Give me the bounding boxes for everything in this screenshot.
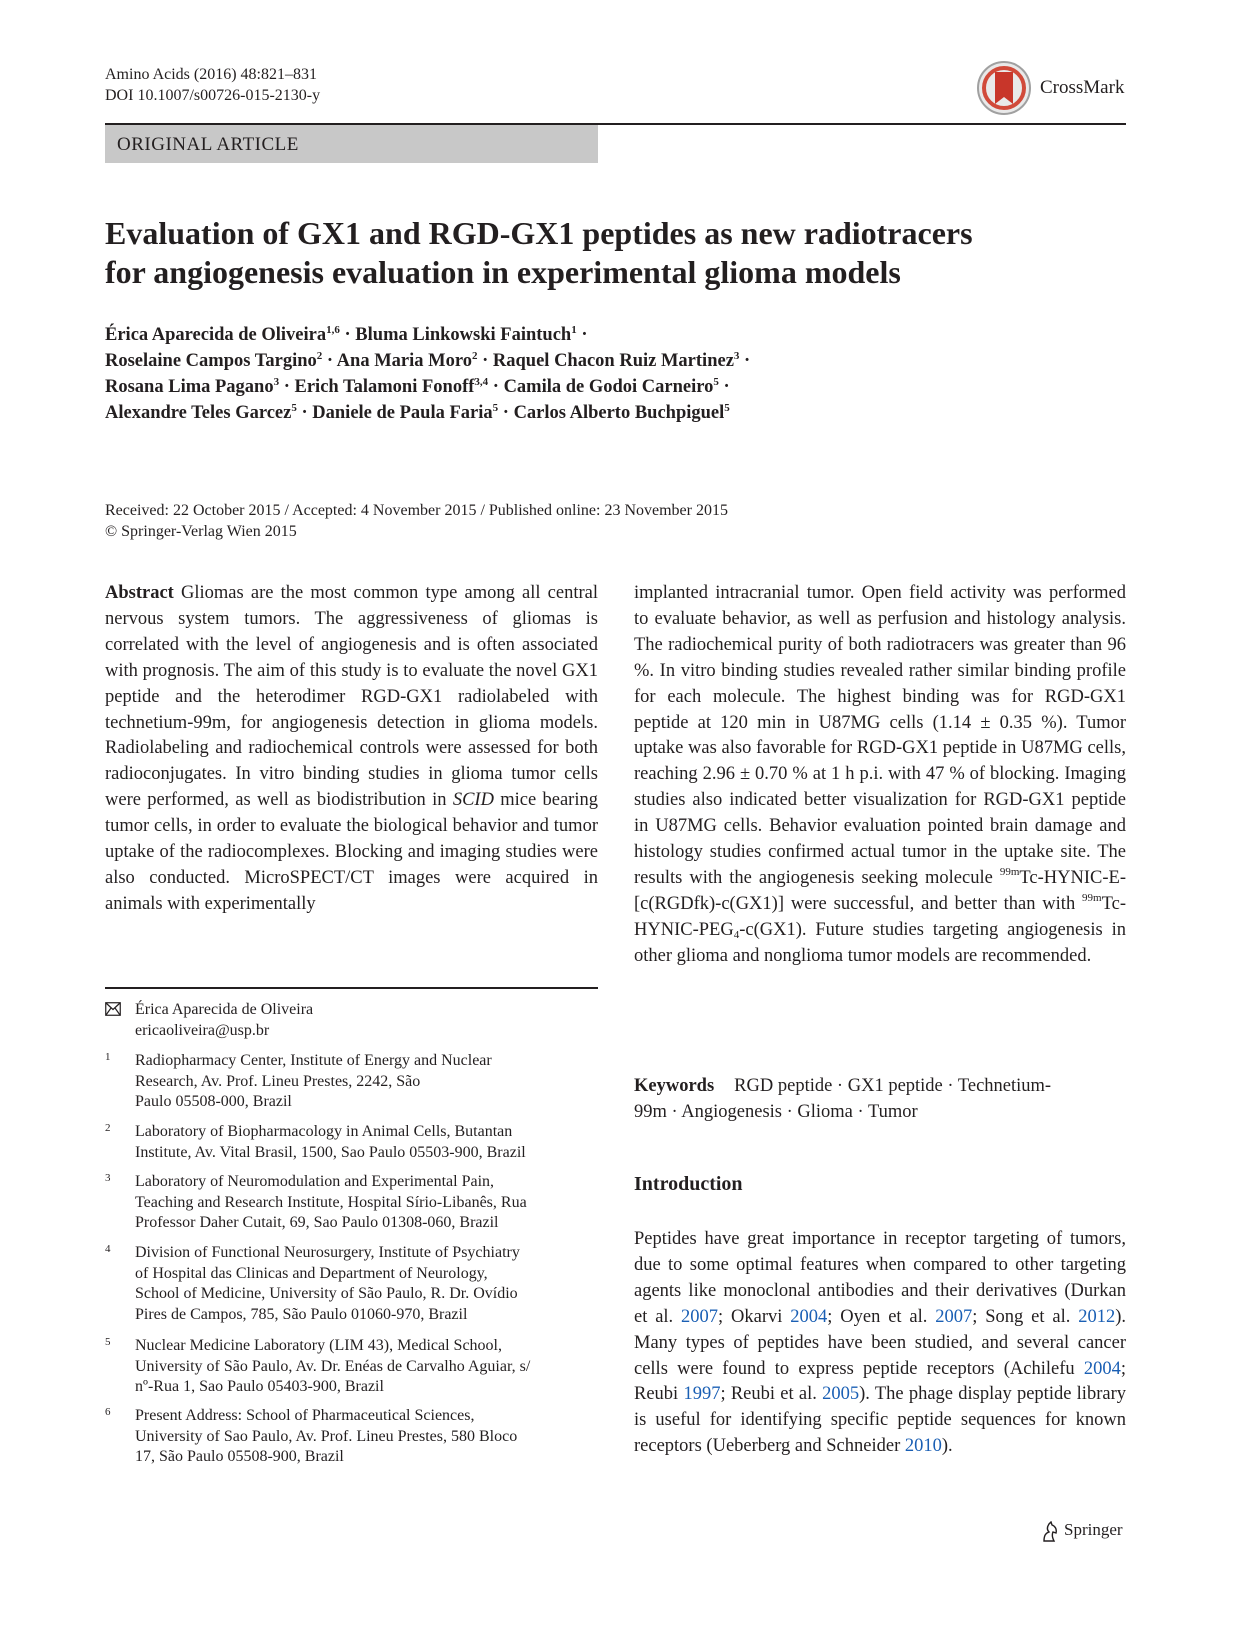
author-separator: · <box>718 377 730 397</box>
crossmark-label: CrossMark <box>1040 77 1125 98</box>
author-affiliation-sup: 1 <box>571 324 577 336</box>
keywords-label: Keywords <box>634 1076 715 1096</box>
intro-text: ; Okarvi <box>718 1306 791 1327</box>
author-affiliation-sup: 3 <box>733 350 740 362</box>
author-name[interactable]: Bluma Linkowski Faintuch <box>355 325 572 345</box>
affiliation-number: 4 <box>105 1243 111 1255</box>
abstract-text: Tc-HYNIC-PEG <box>634 893 1126 940</box>
abstract-paragraph <box>105 581 598 918</box>
author-affiliation-sup: 2 <box>471 350 478 362</box>
author-line-1 <box>105 322 1105 348</box>
abstract-left <box>105 581 598 918</box>
author-affiliation-sup: 3 <box>273 376 280 388</box>
citation-link[interactable]: 2007 <box>935 1306 973 1327</box>
affiliation-number: 2 <box>105 1122 111 1134</box>
author-separator: · <box>498 403 514 423</box>
publication-dates <box>105 500 728 542</box>
abstract-text: Gliomas are the most common type among all central nervous system tumors. The aggressiveness of gliomas is correlated with the level of angiogenesis and is often associated with prognosis. The aim of this study is to evaluate the novel GX1 peptide and the heterodimer RGD-GX1 radiolabeled with technetium-99m, for angiogenesis detection in glioma models. Radiolabeling and radiochemical controls were assessed for both radioconjugates. In vitro binding studies in glioma tumor cells were performed, as well as biodistribution in <box>105 583 598 811</box>
keywords-line-2: 99m · Angiogenesis · Glioma · Tumor <box>634 1102 918 1122</box>
corresponding-author: Érica Aparecida de Oliveira <box>135 1001 314 1018</box>
affiliation-line: Research, Av. Prof. Lineu Prestes, 2242, São <box>135 1072 421 1090</box>
affiliation-line: Pires de Campos, 785, São Paulo 01060-970, Brazil <box>135 1306 468 1324</box>
keywords-text: RGD peptide · GX1 peptide · Technetium- <box>734 1076 1052 1096</box>
scid-term: SCID <box>452 790 494 811</box>
author-list <box>105 322 1105 426</box>
keywords-line-1 <box>634 1073 1126 1099</box>
intro-text: ; Reubi et al. <box>720 1384 823 1405</box>
abstract-text: mice bearing tumor cells, in order to evaluate the biological behavior and tumor uptake of the radiocomplexes. Blocking and imaging studies were also conducted. MicroSPECT/CT images were acquired in animals with experimentally <box>105 790 598 914</box>
author-name[interactable]: Daniele de Paula Faria <box>312 403 493 423</box>
author-name[interactable]: Erich Talamoni Fonoff <box>294 377 475 397</box>
affiliation-number: 6 <box>105 1406 111 1418</box>
affiliation-line: Present Address: School of Pharmaceutical Sciences, <box>135 1407 475 1424</box>
intro-text: Peptides have great importance in receptor targeting of tumors, due to some optimal features when compared to other targeting agents like monoclonal antibodies and their derivatives (Durkan et al. <box>634 1229 1126 1327</box>
author-name[interactable]: Roselaine Campos Targino <box>105 351 317 371</box>
author-separator: · <box>296 403 313 423</box>
author-affiliation-sup: 3,4 <box>474 376 489 388</box>
intro-text: ; Reubi <box>634 1358 1126 1405</box>
affiliation-line: School of Medicine, University of São Paulo, R. Dr. Ovídio <box>135 1285 518 1303</box>
author-name[interactable]: Camila de Godoi Carneiro <box>503 377 714 397</box>
affiliation-line: nº-Rua 1, Sao Paulo 05403-900, Brazil <box>135 1378 384 1396</box>
introduction-paragraph <box>634 1227 1126 1460</box>
author-affiliation-sup: 1,6 <box>326 324 340 336</box>
section-heading-introduction: Introduction <box>634 1173 743 1195</box>
abstract-heading: Abstract <box>105 583 174 603</box>
author-name[interactable]: Ana Maria Moro <box>336 351 472 371</box>
springer-horse-icon <box>1040 1521 1060 1543</box>
affiliation-line: Radiopharmacy Center, Institute of Energy and Nuclear <box>135 1052 492 1069</box>
author-affiliation-sup: 5 <box>713 376 719 388</box>
author-line-3 <box>105 374 1105 400</box>
citation-link[interactable]: 2007 <box>681 1306 719 1327</box>
author-separator: · <box>477 351 493 371</box>
author-name[interactable]: Raquel Chacon Ruiz Martinez <box>492 351 734 371</box>
affiliation-line: Professor Daher Cutait, 69, Sao Paulo 01308-060, Brazil <box>135 1214 499 1232</box>
author-separator: · <box>322 351 337 371</box>
author-line-2 <box>105 348 1105 374</box>
article-type-band <box>105 125 598 163</box>
affiliation-line: of Hospital das Clinicas and Department of Neurology, <box>135 1264 488 1282</box>
affiliation-line: Laboratory of Neuromodulation and Experimental Pain, <box>135 1173 495 1190</box>
keywords <box>634 1073 1126 1125</box>
author-separator: · <box>279 377 295 397</box>
author-affiliation-sup: 5 <box>724 402 730 414</box>
affiliation-number: 3 <box>105 1172 111 1184</box>
history-dates: Received: 22 October 2015 / Accepted: 4 November 2015 / Published online: 23 November 2015 <box>105 502 728 519</box>
abstract-text: -c(GX1). Future studies targeting angiogenesis in other glioma and nonglioma tumor models are recommended. <box>634 919 1126 966</box>
envelope-icon <box>105 1002 121 1016</box>
affiliation-line: Paulo 05508-000, Brazil <box>135 1093 292 1111</box>
author-affiliation-sup: 2 <box>316 350 323 362</box>
title-line-2: for angiogenesis evaluation in experimental glioma models <box>105 254 901 290</box>
abstract-text: Tc-HYNIC-E-[c(RGDfk)-c(GX1)] were successful, and better than with <box>634 867 1126 914</box>
journal-doi[interactable]: DOI 10.1007/s00726-015-2130-y <box>105 87 321 104</box>
intro-text: ). Many types of peptides have been studied, and several cancer cells were found to express peptide receptors (Achilefu <box>634 1306 1127 1379</box>
author-line-4 <box>105 400 1105 426</box>
journal-citation <box>105 64 320 106</box>
crossmark-icon <box>976 60 1032 116</box>
author-separator: · <box>739 351 751 371</box>
affiliation-line: University of São Paulo, Av. Dr. Enéas de Carvalho Aguiar, s/ <box>135 1357 531 1375</box>
affiliation-line: Nuclear Medicine Laboratory (LIM 43), Medical School, <box>135 1337 502 1354</box>
article-type-label: ORIGINAL ARTICLE <box>117 134 299 155</box>
isotope-sup: 99m <box>999 865 1020 878</box>
intro-text: ; Song et al. <box>972 1306 1079 1327</box>
publisher-name: Springer <box>1064 1520 1123 1539</box>
abstract-right <box>634 581 1126 970</box>
author-separator: · <box>339 325 356 345</box>
title-line-1: Evaluation of GX1 and RGD-GX1 peptides as new radiotracers <box>105 215 973 251</box>
intro-text: ). The phage display peptide library is useful for identifying specific peptide sequences for known receptors (Ueberberg and Schneider <box>634 1384 1126 1457</box>
citation-link[interactable]: 2010 <box>904 1436 942 1457</box>
citation-link[interactable]: 2004 <box>790 1306 828 1327</box>
affiliation-number: 5 <box>105 1336 111 1348</box>
author-separator: · <box>488 377 504 397</box>
affiliation-number: 1 <box>105 1051 111 1063</box>
citation-link[interactable]: 1997 <box>683 1384 721 1405</box>
affiliation-line: 17, São Paulo 05508-900, Brazil <box>135 1448 344 1466</box>
corresponding-email[interactable]: ericaoliveira@usp.br <box>135 1022 270 1039</box>
abstract-text: implanted intracranial tumor. Open field activity was performed to evaluate behavior, as well as perfusion and histology analysis. The radiochemical purity of both radiotracers was greater than 96 %. In vitro binding studies revealed rather similar binding profile for each molecule. The highest binding was for RGD-GX1 peptide at 120 min in U87MG cells (1.14 ± 0.35 %). Tumor uptake was also favorable for RGD-GX1 peptide in U87MG cells, reaching 2.96 ± 0.70 % at 1 h p.i. with 47 % of blocking. Imaging studies also indicated better visualization for RGD-GX1 peptide in U87MG cells. Behavior evaluation pointed brain damage and histology studies confirmed actual tumor in the uptake site. The results with the angiogenesis seeking molecule <box>634 583 1126 888</box>
affiliation-line: Teaching and Research Institute, Hospital Sírio-Libanês, Rua <box>135 1193 527 1211</box>
affiliation-line: Laboratory of Biopharmacology in Animal Cells, Butantan <box>135 1123 513 1140</box>
author-name[interactable]: Érica Aparecida de Oliveira <box>105 325 327 345</box>
paper-title <box>105 214 1065 292</box>
affiliation-line: Institute, Av. Vital Brasil, 1500, Sao Paulo 05503-900, Brazil <box>135 1143 526 1161</box>
author-name[interactable]: Carlos Alberto Buchpiguel <box>513 403 725 423</box>
footnote-rule <box>105 987 598 989</box>
journal-volume: Amino Acids (2016) 48:821–831 <box>105 66 317 83</box>
author-affiliation-sup: 5 <box>291 402 297 414</box>
affiliation-line: Division of Functional Neurosurgery, Institute of Psychiatry <box>135 1244 520 1261</box>
abstract-continued <box>634 581 1126 970</box>
introduction-text <box>634 1227 1126 1460</box>
crossmark-badge[interactable] <box>976 60 1126 116</box>
author-separator: · <box>576 325 588 345</box>
isotope-sup: 99m <box>1082 891 1102 904</box>
author-affiliation-sup: 5 <box>492 402 499 414</box>
copyright: © Springer-Verlag Wien 2015 <box>105 523 297 540</box>
citation-link[interactable]: 2005 <box>822 1384 860 1405</box>
affiliation-line: University of Sao Paulo, Av. Prof. Lineu Prestes, 580 Bloco <box>135 1427 518 1445</box>
citation-link[interactable]: 2004 <box>1083 1358 1121 1379</box>
author-name[interactable]: Rosana Lima Pagano <box>105 377 274 397</box>
citation-link[interactable]: 2012 <box>1078 1306 1116 1327</box>
intro-text: ). <box>941 1436 953 1457</box>
author-name[interactable]: Alexandre Teles Garcez <box>105 403 292 423</box>
intro-text: ; Oyen et al. <box>827 1306 936 1327</box>
peg-sub: 4 <box>733 928 740 941</box>
